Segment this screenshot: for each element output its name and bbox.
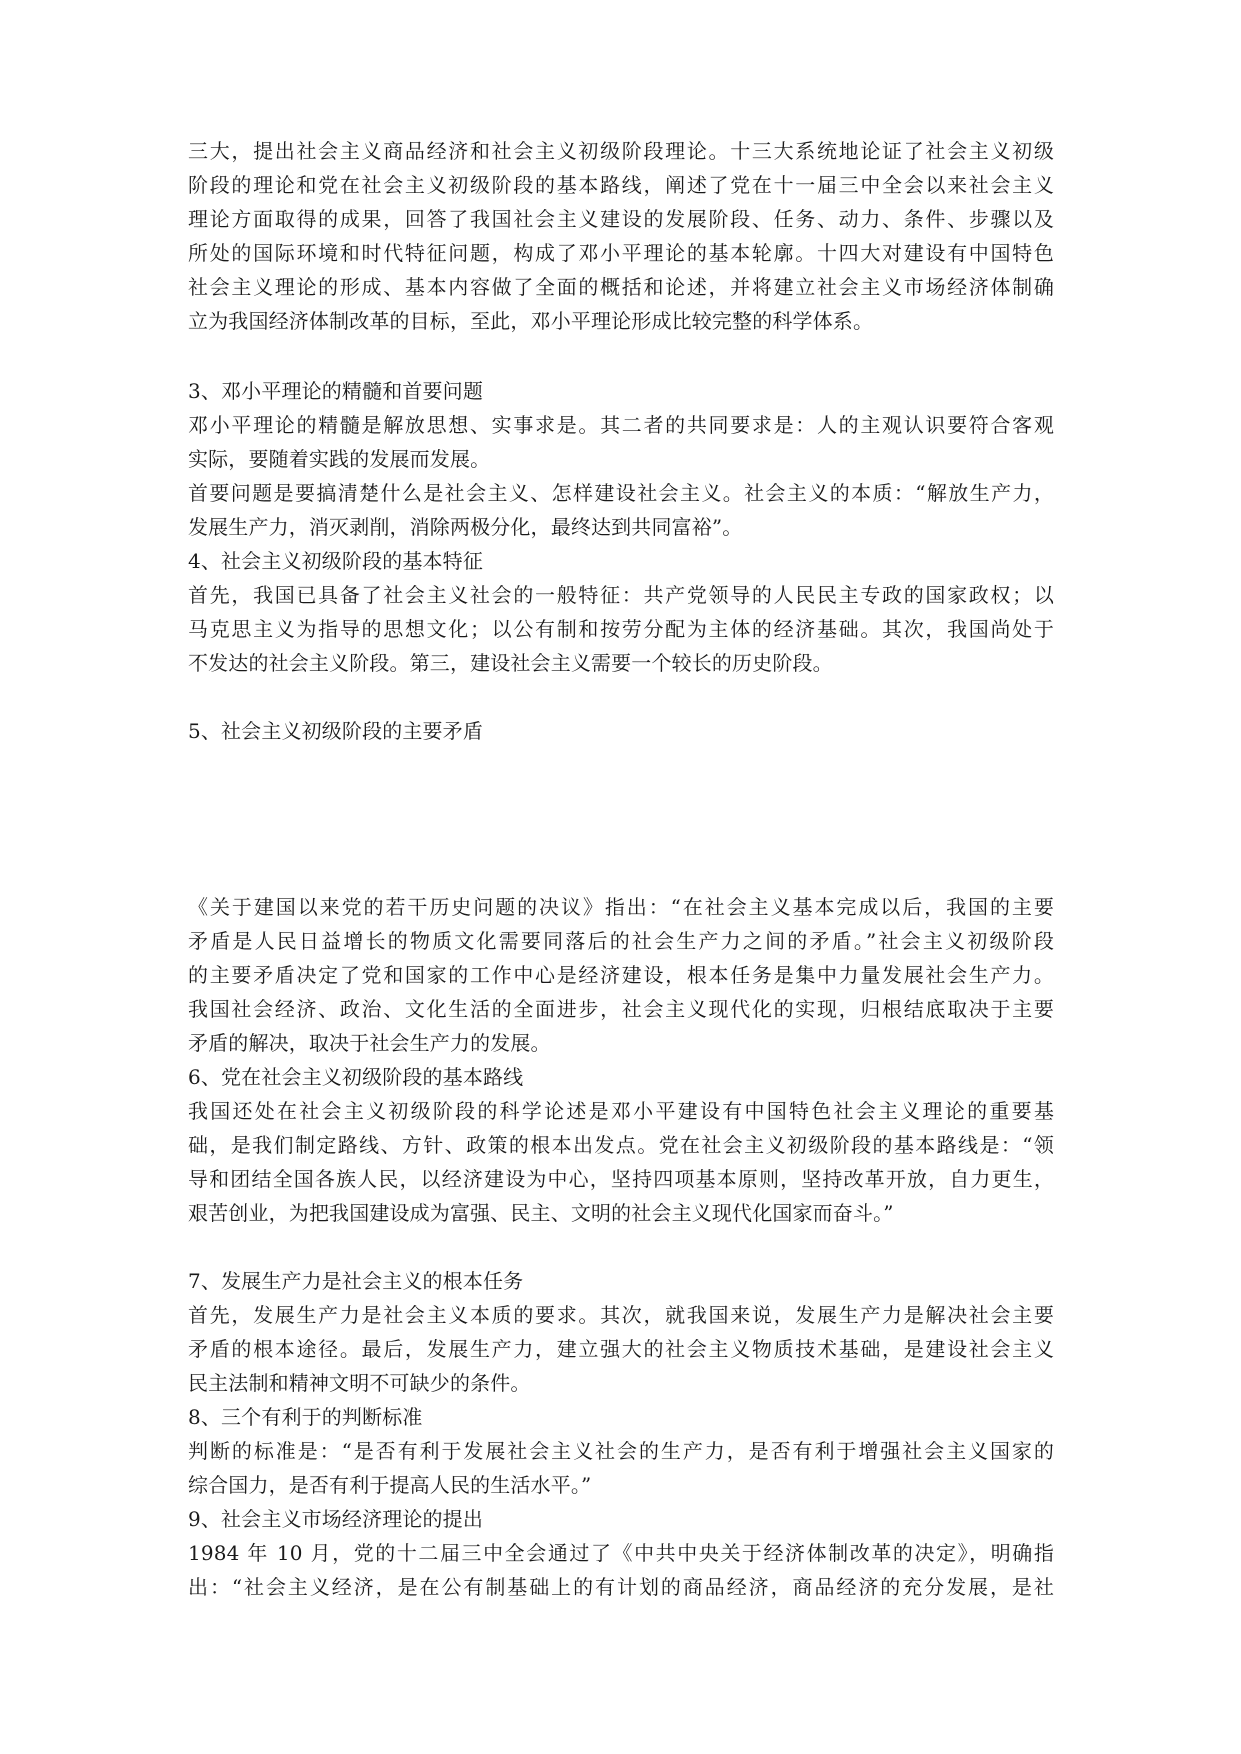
paragraph-line: 首先，我国已具备了社会主义社会的一般特征：共产党领导的人民民主专政的国家政权；以: [188, 583, 1054, 607]
section-heading: 8、三个有利于的判断标准: [188, 1405, 423, 1429]
paragraph-line: 导和团结全国各族人民，以经济建设为中心，坚持四项基本原则，坚持改革开放，自力更生，: [188, 1167, 1054, 1191]
paragraph-line: 三大，提出社会主义商品经济和社会主义初级阶段理论。十三大系统地论证了社会主义初级: [188, 139, 1054, 163]
paragraph-line: 判断的标准是：“是否有利于发展社会主义社会的生产力，是否有利于增强社会主义国家的: [188, 1439, 1054, 1463]
paragraph-line: 矛盾的根本途径。最后，发展生产力，建立强大的社会主义物质技术基础，是建设社会主义: [188, 1337, 1054, 1361]
paragraph-line: 矛盾是人民日益增长的物质文化需要同落后的社会生产力之间的矛盾。”社会主义初级阶段: [188, 929, 1054, 953]
paragraph-line: 立为我国经济体制改革的目标，至此，邓小平理论形成比较完整的科学体系。: [188, 309, 874, 333]
paragraph-line: 首先，发展生产力是社会主义本质的要求。其次，就我国来说，发展生产力是解决社会主要: [188, 1303, 1054, 1327]
paragraph-line: 所处的国际环境和时代特征问题，构成了邓小平理论的基本轮廓。十四大对建设有中国特色: [188, 241, 1054, 265]
paragraph-line: 首要问题是要搞清楚什么是社会主义、怎样建设社会主义。社会主义的本质：“解放生产力，: [188, 481, 1054, 505]
section-heading: 5、社会主义初级阶段的主要矛盾: [188, 719, 483, 743]
paragraph-line: 阶段的理论和党在社会主义初级阶段的基本路线，阐述了党在十一届三中全会以来社会主义: [188, 173, 1054, 197]
paragraph-line: 综合国力，是否有利于提高人民的生活水平。”: [188, 1473, 592, 1497]
paragraph-line: 我国社会经济、政治、文化生活的全面进步，社会主义现代化的实现，归根结底取决于主要: [188, 997, 1054, 1021]
paragraph-line: 邓小平理论的精髓是解放思想、实事求是。其二者的共同要求是：人的主观认识要符合客观: [188, 413, 1054, 437]
paragraph-line: 矛盾的解决，取决于社会生产力的发展。: [188, 1031, 551, 1055]
paragraph-line: 理论方面取得的成果，回答了我国社会主义建设的发展阶段、任务、动力、条件、步骤以及: [188, 207, 1054, 231]
paragraph-line: 《关于建国以来党的若干历史问题的决议》指出：“在社会主义基本完成以后，我国的主要: [188, 895, 1054, 919]
paragraph-line: 不发达的社会主义阶段。第三，建设社会主义需要一个较长的历史阶段。: [188, 651, 833, 675]
paragraph-line: 民主法制和精神文明不可缺少的条件。: [188, 1371, 531, 1395]
section-heading: 3、邓小平理论的精髓和首要问题: [188, 379, 483, 403]
paragraph-line: 的主要矛盾决定了党和国家的工作中心是经济建设，根本任务是集中力量发展社会生产力。: [188, 963, 1054, 987]
section-heading: 4、社会主义初级阶段的基本特征: [188, 549, 483, 573]
paragraph-line: 艰苦创业，为把我国建设成为富强、民主、文明的社会主义现代化国家而奋斗。”: [188, 1201, 894, 1225]
paragraph-line: 础，是我们制定路线、方针、政策的根本出发点。党在社会主义初级阶段的基本路线是：“领: [188, 1133, 1054, 1157]
paragraph-line: 出：“社会主义经济，是在公有制基础上的有计划的商品经济，商品经济的充分发展，是社: [188, 1575, 1054, 1599]
paragraph-line: 发展生产力，消灭剥削，消除两极分化，最终达到共同富裕”。: [188, 515, 743, 539]
paragraph-line: 马克思主义为指导的思想文化；以公有制和按劳分配为主体的经济基础。其次，我国尚处于: [188, 617, 1054, 641]
paragraph-line: 我国还处在社会主义初级阶段的科学论述是邓小平建设有中国特色社会主义理论的重要基: [188, 1099, 1054, 1123]
paragraph-line: 实际，要随着实践的发展而发展。: [188, 447, 491, 471]
paragraph-line: 1984 年 10 月，党的十二届三中全会通过了《中共中央关于经济体制改革的决定》，明确指: [188, 1541, 1054, 1565]
section-heading: 9、社会主义市场经济理论的提出: [188, 1507, 483, 1531]
section-heading: 6、党在社会主义初级阶段的基本路线: [188, 1065, 524, 1089]
section-heading: 7、发展生产力是社会主义的根本任务: [188, 1269, 524, 1293]
paragraph-line: 社会主义理论的形成、基本内容做了全面的概括和论述，并将建立社会主义市场经济体制确: [188, 275, 1054, 299]
